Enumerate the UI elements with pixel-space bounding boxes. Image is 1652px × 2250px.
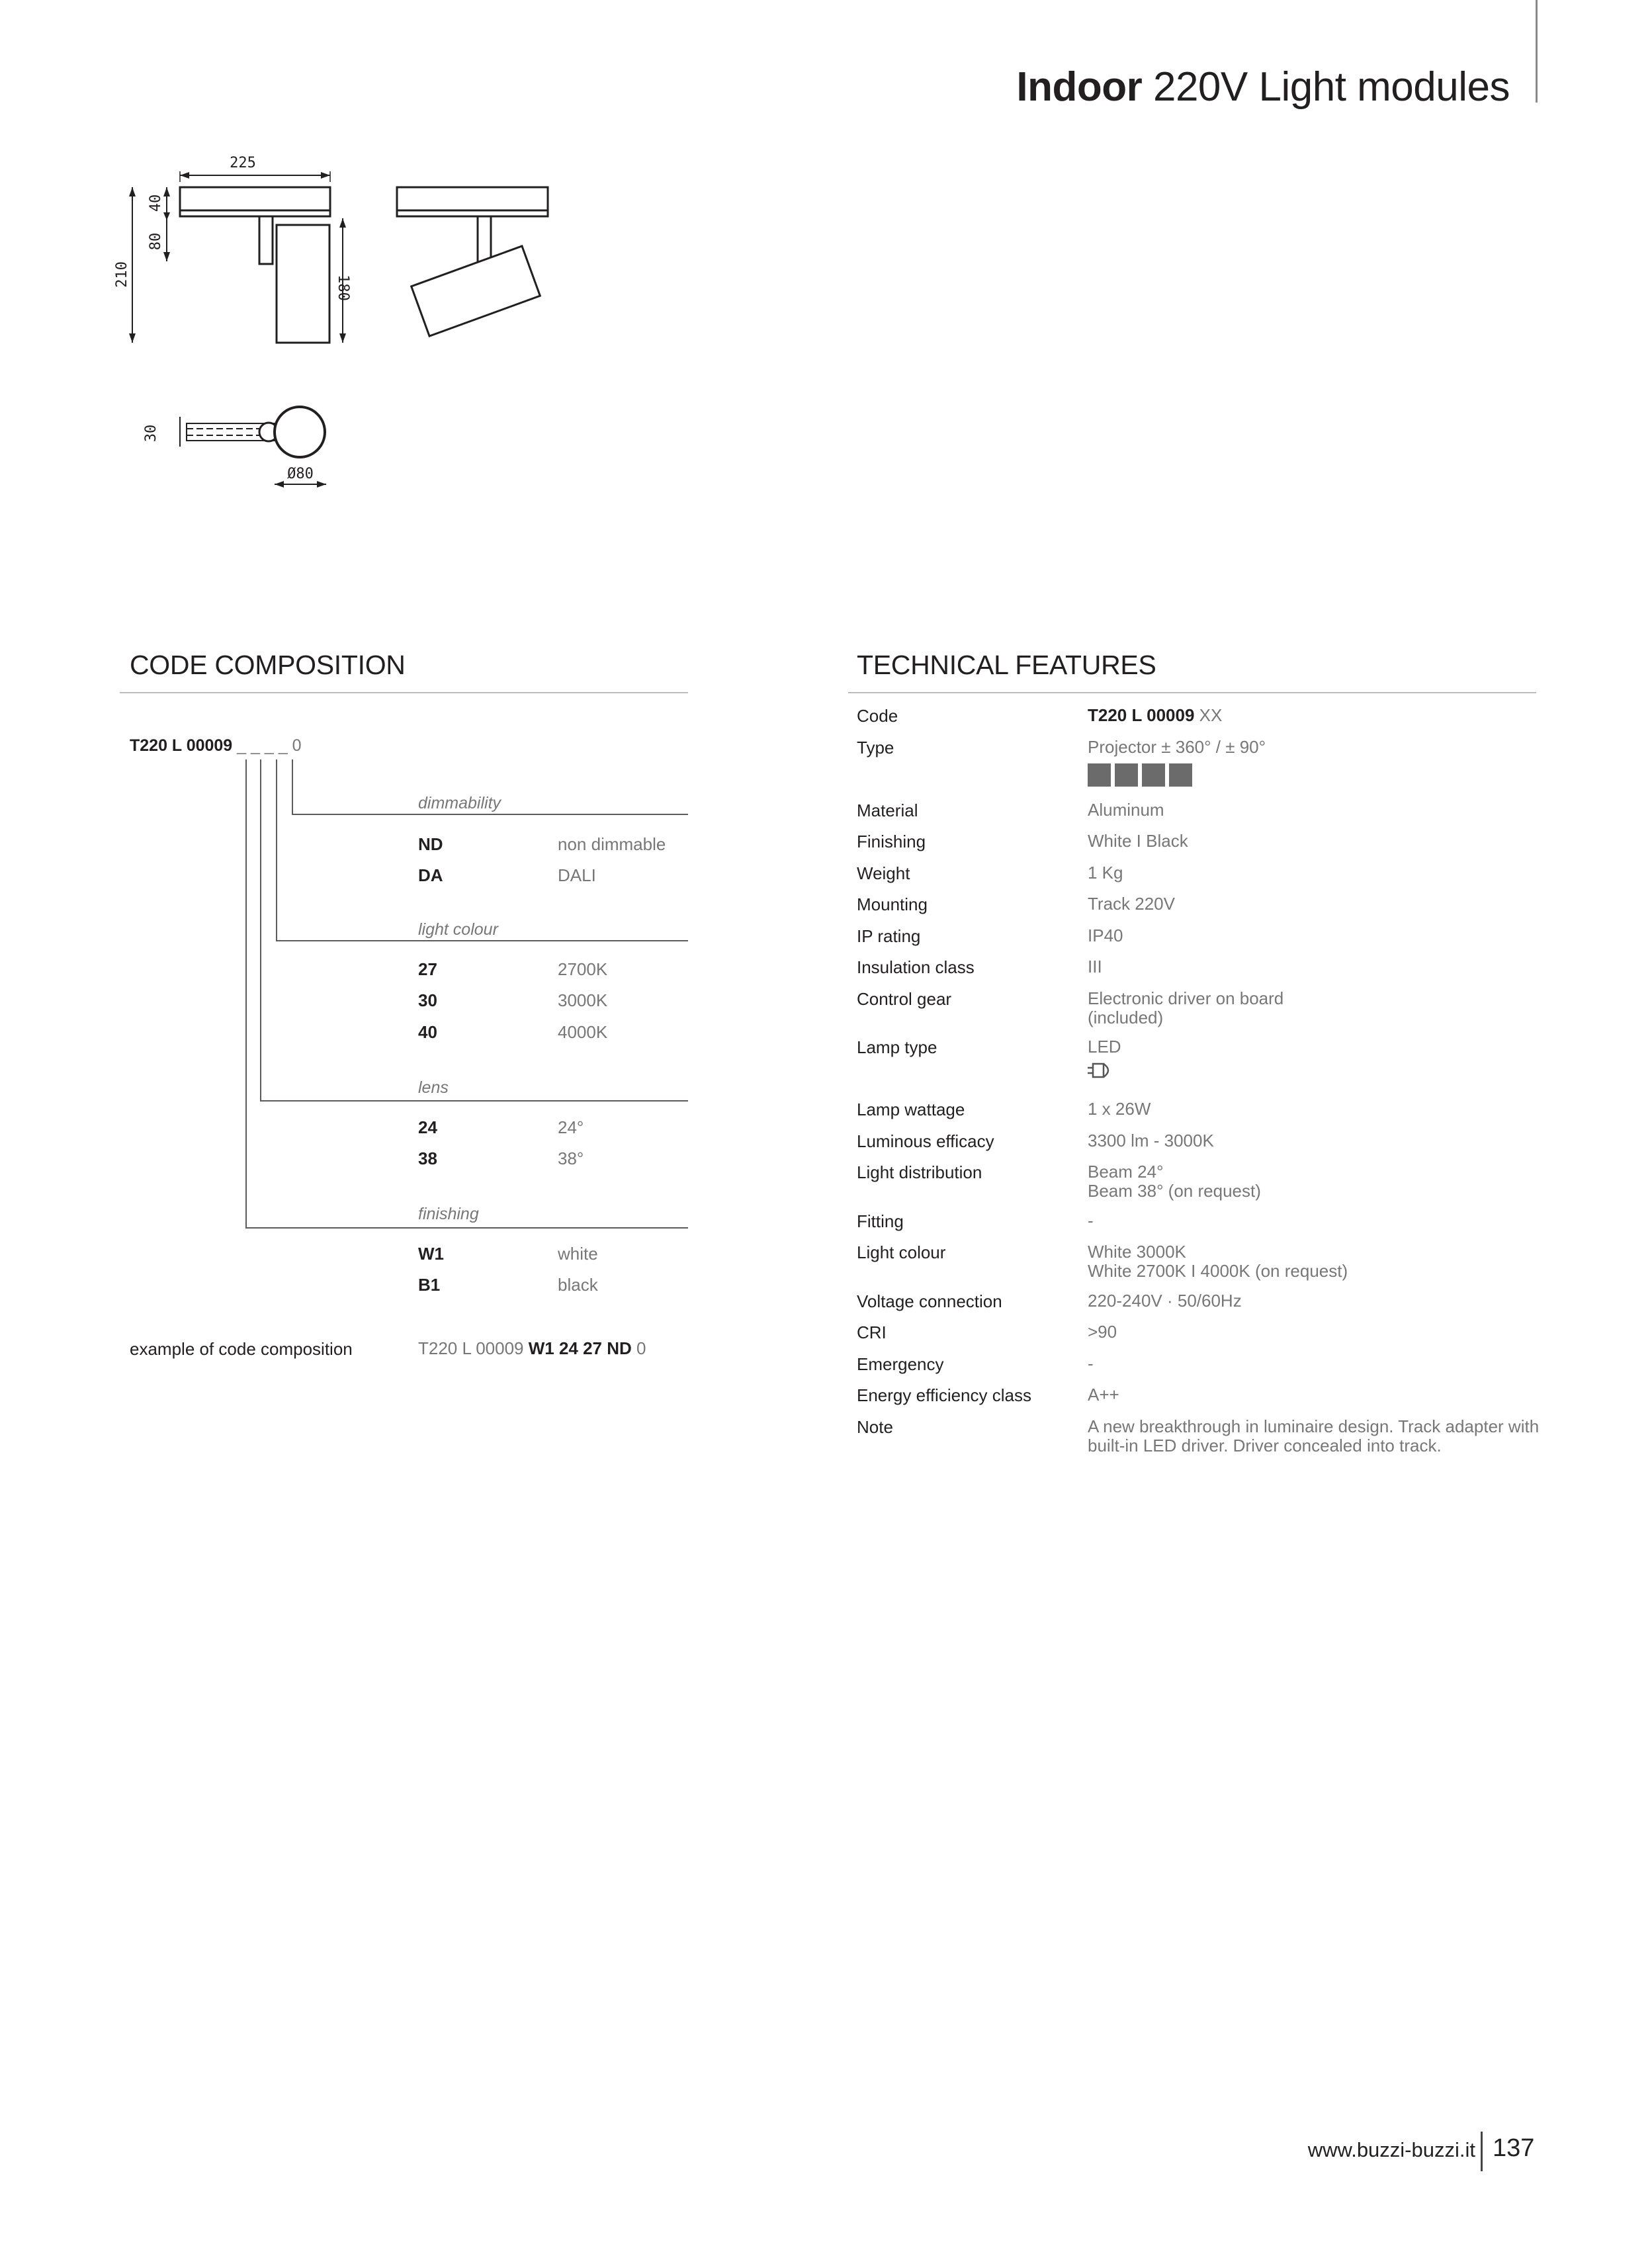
option-code: B1 <box>418 1275 441 1295</box>
dim-40: 40 <box>148 194 164 212</box>
option-code: 27 <box>418 959 437 979</box>
tf-label: Finishing <box>857 832 926 851</box>
tf-label: Type <box>857 738 894 757</box>
tf-value-line2: built-in LED driver. Driver concealed into track. <box>1088 1436 1442 1455</box>
tf-label: Energy efficiency class <box>857 1385 1031 1405</box>
tf-value: Track 220V <box>1088 894 1175 914</box>
option-value: 4000K <box>558 1022 608 1042</box>
tf-value-line2: Beam 38° (on request) <box>1088 1181 1261 1201</box>
tf-label: Voltage connection <box>857 1291 1002 1311</box>
page-title: Indoor 220V Light modules <box>1016 64 1510 110</box>
technical-features-title: TECHNICAL FEATURES <box>857 650 1156 680</box>
tf-value: Projector ± 360° / ± 90° <box>1088 737 1266 757</box>
option-value: 38° <box>558 1148 584 1168</box>
tf-value: A new breakthrough in luminaire design. Track adapter with <box>1088 1416 1540 1436</box>
dim-diameter: Ø80 <box>287 466 314 482</box>
option-value: 24° <box>558 1117 584 1137</box>
header-rule <box>1536 0 1538 103</box>
tf-label: Material <box>857 800 918 820</box>
tf-value-line2: White 2700K I 4000K (on request) <box>1088 1261 1348 1281</box>
tf-value: - <box>1088 1354 1094 1373</box>
tf-label: Note <box>857 1417 893 1437</box>
rotation-icon <box>1142 763 1165 787</box>
projector-icon <box>1088 763 1111 787</box>
tf-value: Aluminum <box>1088 800 1164 820</box>
option-value: DALI <box>558 865 596 885</box>
option-value: white <box>558 1244 598 1264</box>
tf-label-code: Code <box>857 706 898 726</box>
tf-value-line2: (included) <box>1088 1008 1164 1027</box>
tf-value: >90 <box>1088 1322 1117 1342</box>
group-label-lens: lens <box>418 1078 449 1097</box>
option-value: non dimmable <box>558 834 666 854</box>
tf-label: Control gear <box>857 989 952 1009</box>
footer-rule <box>1481 2132 1483 2171</box>
tf-label: Light distribution <box>857 1162 982 1182</box>
page-number: 137 <box>1493 2134 1535 2162</box>
tf-label: Luminous efficacy <box>857 1131 994 1151</box>
tf-value: White 3000K <box>1088 1242 1186 1262</box>
projector-icons <box>1088 763 1196 787</box>
tf-label: Lamp type <box>857 1037 937 1057</box>
tf-value: A++ <box>1088 1385 1119 1405</box>
tf-value-code: T220 L 00009 XX <box>1088 705 1223 725</box>
tf-value: Electronic driver on board <box>1088 988 1284 1008</box>
dim-210: 210 <box>114 261 130 288</box>
dim-80: 80 <box>148 232 164 251</box>
tf-label: Weight <box>857 863 910 883</box>
option-value: 2700K <box>558 959 608 979</box>
branch-dimmability <box>292 759 293 814</box>
footer-url[interactable]: www.buzzi-buzzi.it <box>1307 2138 1475 2161</box>
tf-label: Light colour <box>857 1242 946 1262</box>
group-label-light-colour: light colour <box>418 920 498 939</box>
tf-value: 1 Kg <box>1088 863 1123 883</box>
option-value: black <box>558 1275 598 1295</box>
tf-label: IP rating <box>857 926 921 946</box>
tilt-icon <box>1169 763 1192 787</box>
code-composition-title: CODE COMPOSITION <box>130 650 406 680</box>
led-plug-icon <box>1088 1061 1114 1080</box>
tf-label: Mounting <box>857 894 928 914</box>
tf-label: CRI <box>857 1322 887 1342</box>
group-label-dimmability: dimmability <box>418 794 501 812</box>
dim-30: 30 <box>143 424 159 443</box>
dim-225: 225 <box>230 155 256 171</box>
adjustable-icon <box>1115 763 1138 787</box>
branch-light-colour <box>276 759 277 940</box>
branch-lens <box>260 759 261 1100</box>
option-value: 3000K <box>558 990 608 1010</box>
tf-label: Lamp wattage <box>857 1100 965 1119</box>
example-code: T220 L 00009 W1 24 27 ND 0 <box>418 1338 646 1358</box>
option-code: W1 <box>418 1244 444 1264</box>
option-code: 40 <box>418 1022 437 1042</box>
option-code: DA <box>418 865 443 885</box>
tf-value: LED <box>1088 1037 1121 1057</box>
tf-label: Fitting <box>857 1211 904 1231</box>
option-code: ND <box>418 834 443 854</box>
example-label: example of code composition <box>130 1339 353 1359</box>
tf-value: IP40 <box>1088 926 1123 945</box>
option-code: 30 <box>418 990 437 1010</box>
tf-value: - <box>1088 1211 1094 1231</box>
tf-value: 3300 lm - 3000K <box>1088 1131 1214 1150</box>
technical-drawing <box>106 142 569 506</box>
tf-label: Insulation class <box>857 957 975 977</box>
tf-value: 1 x 26W <box>1088 1099 1151 1119</box>
tf-value: III <box>1088 957 1102 976</box>
option-code: 24 <box>418 1117 437 1137</box>
dim-180: 180 <box>335 275 351 301</box>
group-label-finishing: finishing <box>418 1205 479 1223</box>
branch-finishing <box>245 759 247 1227</box>
option-code: 38 <box>418 1148 437 1168</box>
technical-features-rule <box>848 692 1536 693</box>
tf-value: Beam 24° <box>1088 1162 1164 1182</box>
base-code: T220 L 00009 _ _ _ _ 0 <box>130 736 302 755</box>
tf-label: Emergency <box>857 1354 944 1374</box>
code-composition-rule <box>120 692 688 693</box>
tf-value: White I Black <box>1088 831 1188 851</box>
tf-value: 220-240V · 50/60Hz <box>1088 1291 1242 1311</box>
